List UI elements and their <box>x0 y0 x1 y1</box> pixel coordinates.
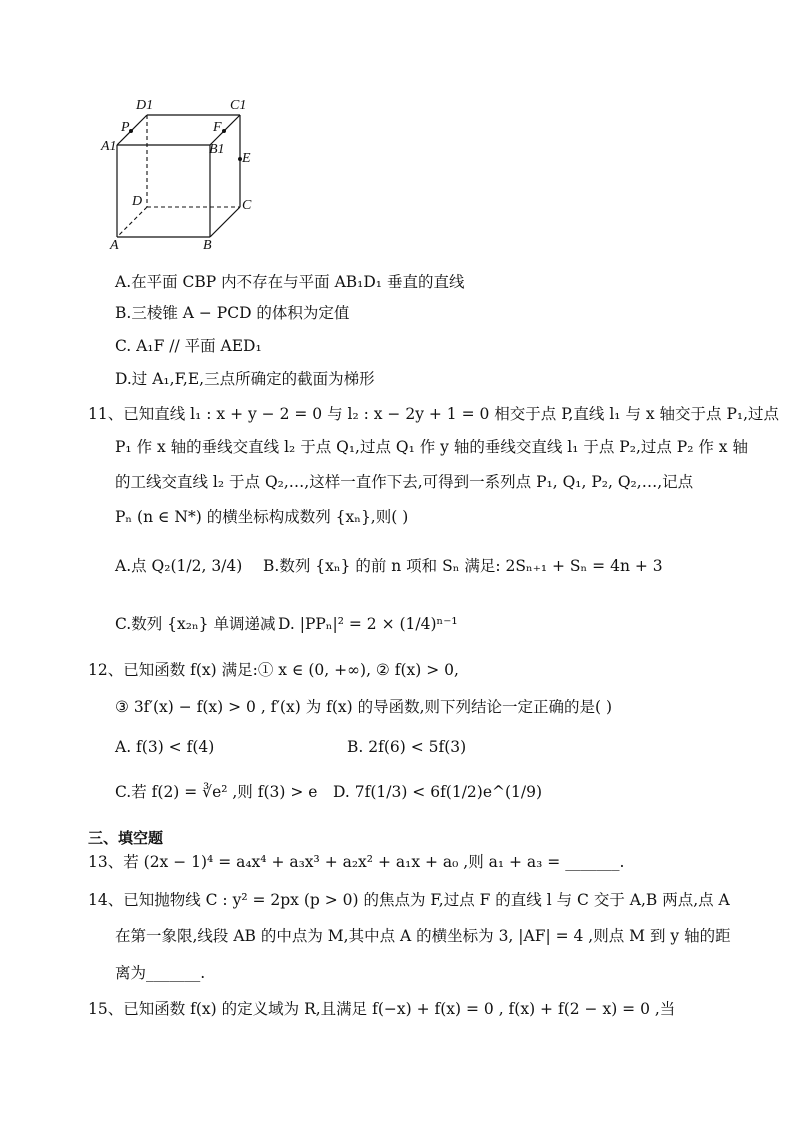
label-a: A <box>110 238 119 253</box>
q10-option-b: B.三棱锥 A − PCD 的体积为定值 <box>115 304 350 322</box>
q12-option-d: D. 7f(1/3) < 6f(1/2)e^(1/9) <box>333 783 543 801</box>
q10-option-d: D.过 A₁,F,E,三点所确定的截面为梯形 <box>115 370 375 388</box>
edge-c-b <box>210 207 240 237</box>
q12-line-1: 12、已知函数 f(x) 满足:① x ∈ (0, +∞), ② f(x) > 0, <box>88 661 459 679</box>
q11-line-4: Pₙ (n ∈ N*) 的横坐标构成数列 {xₙ},则( ) <box>115 508 409 526</box>
q11-line-2: P₁ 作 x 轴的垂线交直线 l₂ 于点 Q₁,过点 Q₁ 作 y 轴的垂线交直线 l₁ 于点 P₂,过点 P₂ 作 x 轴 <box>115 438 748 456</box>
q11-option-d: D. |PPₙ|² = 2 × (1/4)ⁿ⁻¹ <box>278 615 458 633</box>
label-e: E <box>242 151 251 166</box>
label-d: D <box>132 194 143 209</box>
section-title: 三、填空题 <box>88 829 164 847</box>
label-b: B <box>203 238 212 253</box>
q11-line-3: 的工线交直线 l₂ 于点 Q₂,…,这样一直作下去,可得到一系列点 P₁, Q₁, P₂, Q₂,…,记点 <box>115 473 694 491</box>
q12-option-c: C.若 f(2) = ∛e² ,则 f(3) > e <box>115 783 318 801</box>
q12-option-a: A. f(3) < f(4) <box>115 738 215 756</box>
label-c: C <box>242 198 252 213</box>
q11-option-c: C.数列 {x₂ₙ} 单调递减 <box>115 615 276 633</box>
label-d1: D1 <box>136 98 154 113</box>
q15-text: 15、已知函数 f(x) 的定义域为 R,且满足 f(−x) + f(x) = 0 , f(x) + f(2 − x) = 0 ,当 <box>88 1000 676 1018</box>
q12-line-2: ③ 3f′(x) − f(x) > 0 , f′(x) 为 f(x) 的导函数,则下列结论一定正确的是( ) <box>115 698 613 716</box>
label-a1: A1 <box>101 139 117 154</box>
q10-option-a: A.在平面 CBP 内不存在与平面 AB₁D₁ 垂直的直线 <box>115 273 465 291</box>
hidden-edge-d-a <box>117 207 147 237</box>
label-f: F <box>213 120 222 135</box>
q14-line-2: 在第一象限,线段 AB 的中点为 M,其中点 A 的横坐标为 3, |AF| = 4 ,则点 M 到 y 轴的距 <box>115 927 731 945</box>
q12-option-b: B. 2f(6) < 5f(3) <box>347 738 467 756</box>
label-p: P <box>121 120 130 135</box>
label-b1: B1 <box>209 142 225 157</box>
point-f <box>222 129 226 133</box>
label-c1: C1 <box>230 98 247 113</box>
q14-line-1: 14、已知抛物线 C : y² = 2px (p > 0) 的焦点为 F,过点 F 的直线 l 与 C 交于 A,B 两点,点 A <box>88 891 730 909</box>
q11-line-1: 11、已知直线 l₁ : x + y − 2 = 0 与 l₂ : x − 2y + 1 = 0 相交于点 P,直线 l₁ 与 x 轴交于点 P₁,过点 <box>88 405 780 423</box>
q11-option-a: A.点 Q₂(1/2, 3/4) <box>115 557 243 575</box>
q10-option-c: C. A₁F // 平面 AED₁ <box>115 337 262 355</box>
q14-line-3: 离为_______. <box>115 964 206 982</box>
q13-text: 13、若 (2x − 1)⁴ = a₄x⁴ + a₃x³ + a₂x² + a₁x + a₀ ,则 a₁ + a₃ = _______. <box>88 853 625 871</box>
q11-option-b: B.数列 {xₙ} 的前 n 项和 Sₙ 满足: 2Sₙ₊₁ + Sₙ = 4n + 3 <box>263 557 663 575</box>
